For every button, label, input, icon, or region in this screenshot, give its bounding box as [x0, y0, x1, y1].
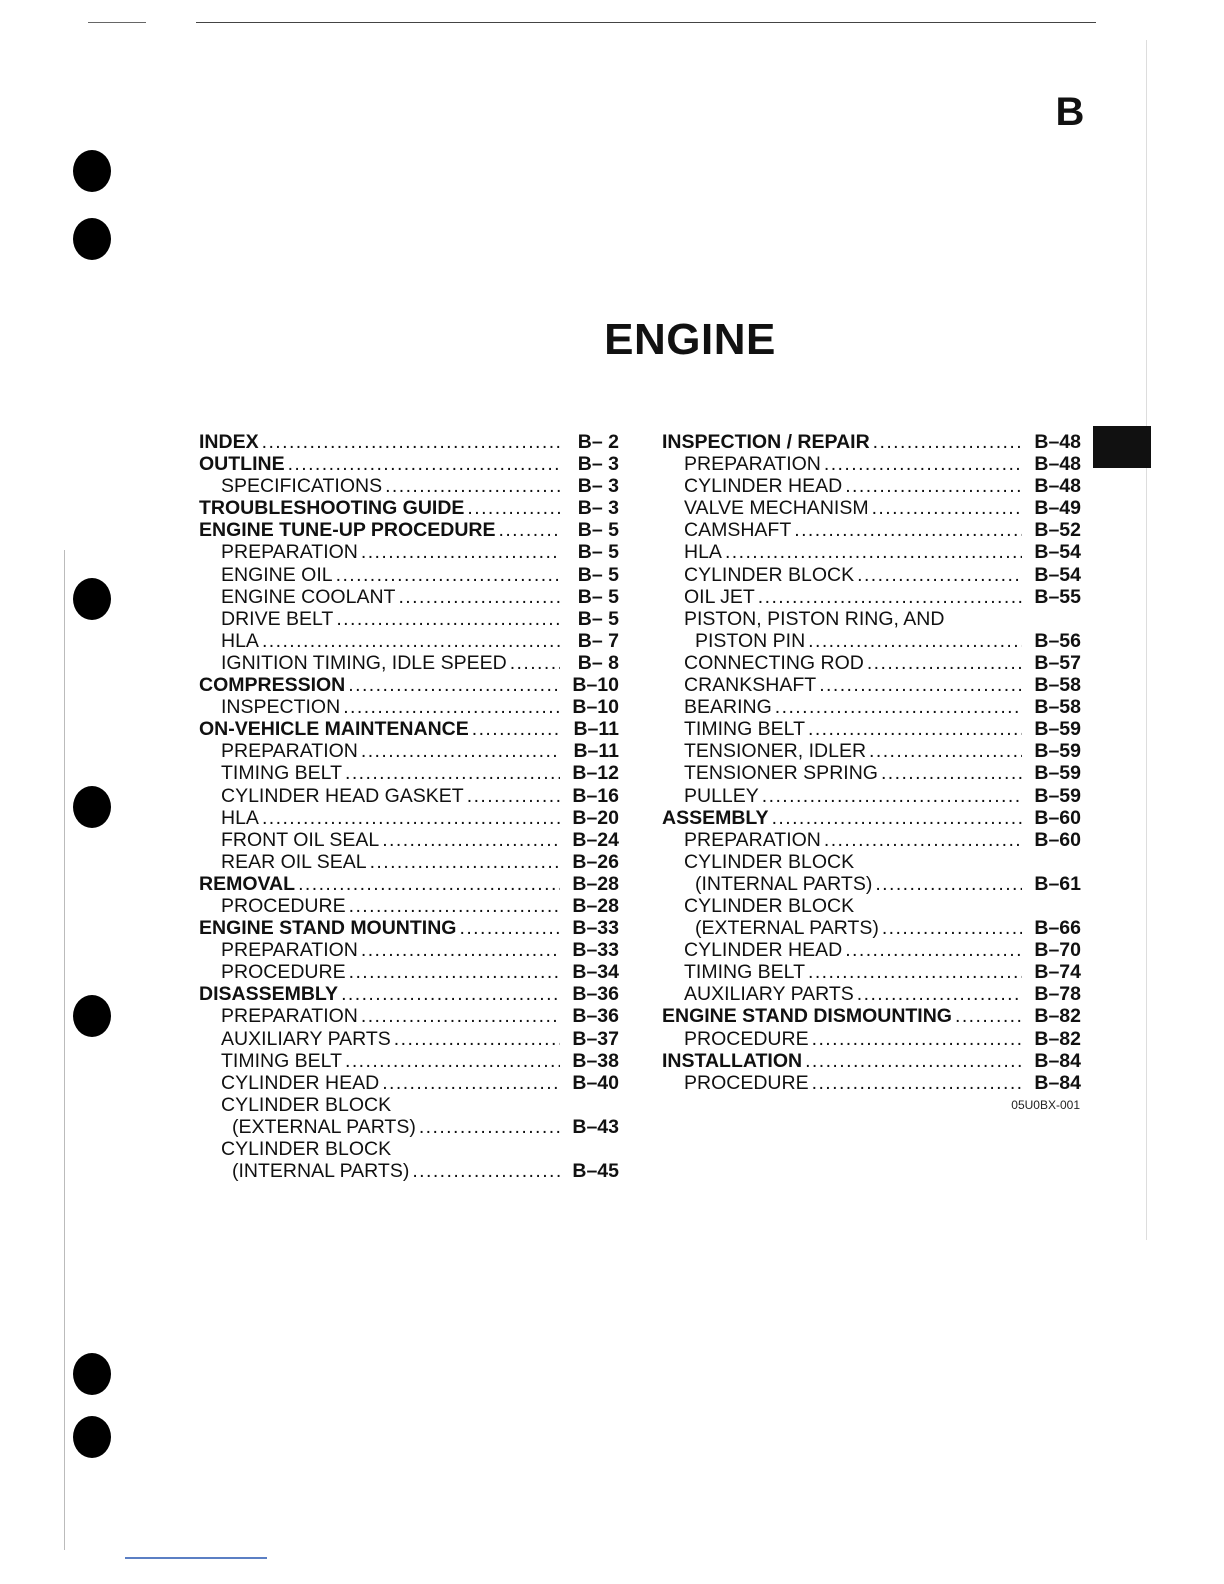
toc-entry[interactable] [662, 939, 1081, 961]
toc-leader-dots [857, 983, 1022, 1005]
toc-entry-label: PROCEDURE [684, 1027, 809, 1050]
toc-entry-label: OUTLINE [199, 453, 285, 476]
toc-entry-page: B–59 [1034, 784, 1081, 807]
toc-entry-label: PISTON PIN [695, 629, 806, 652]
toc-entry-label: COMPRESSION [199, 674, 346, 697]
toc-entry-page: B–78 [1034, 983, 1081, 1006]
toc-entry-label: PROCEDURE [684, 1071, 809, 1094]
toc-entry[interactable] [199, 608, 619, 630]
toc-entry[interactable] [199, 895, 619, 917]
toc-entry-page: B–38 [572, 1049, 619, 1072]
toc-entry-page: B–84 [1034, 1049, 1081, 1072]
toc-entry-page: B– 8 [577, 651, 619, 674]
toc-entry-page: B–54 [1034, 541, 1081, 564]
toc-entry-page: B–16 [572, 784, 619, 807]
figure-reference-code: 05U0BX-001 [1011, 1098, 1080, 1112]
toc-entry-label: TROUBLESHOOTING GUIDE [199, 497, 465, 520]
right-margin-line [1146, 40, 1147, 1240]
toc-entry[interactable] [662, 674, 1081, 696]
toc-leader-dots [824, 829, 1022, 851]
toc-entry[interactable] [199, 652, 619, 674]
toc-leader-dots [336, 608, 560, 630]
toc-leader-dots [808, 718, 1022, 740]
toc-leader-dots [385, 475, 560, 497]
toc-entry[interactable] [662, 983, 1081, 1005]
toc-entry[interactable] [662, 541, 1081, 563]
toc-leader-dots [361, 541, 560, 563]
toc-leader-dots [361, 740, 560, 762]
toc-entry-label: CYLINDER HEAD [684, 939, 843, 962]
toc-entry[interactable] [199, 1138, 619, 1160]
toc-entry-page: B–12 [572, 762, 619, 785]
toc-entry-label: AUXILIARY PARTS [221, 1027, 391, 1050]
toc-entry[interactable] [199, 983, 619, 1005]
toc-entry[interactable] [662, 740, 1081, 762]
section-tab-marker [1093, 426, 1151, 468]
toc-entry-label: ENGINE TUNE-UP PROCEDURE [199, 519, 496, 542]
toc-entry[interactable] [199, 785, 619, 807]
toc-entry[interactable] [662, 586, 1081, 608]
toc-entry[interactable] [662, 608, 1081, 630]
toc-entry-label: CYLINDER BLOCK [684, 563, 855, 586]
toc-entry-label: INSPECTION [221, 696, 341, 719]
toc-entry-label: CYLINDER HEAD [684, 475, 843, 498]
toc-entry[interactable] [662, 1028, 1081, 1050]
toc-leader-dots [819, 674, 1022, 696]
toc-entry-label: PREPARATION [684, 453, 821, 476]
toc-leader-dots [873, 431, 1022, 453]
toc-entry-page: B–74 [1034, 961, 1081, 984]
toc-entry-label: DISASSEMBLY [199, 983, 339, 1006]
toc-entry-label: (EXTERNAL PARTS) [232, 1115, 416, 1138]
toc-entry[interactable] [662, 718, 1081, 740]
toc-leader-dots [349, 961, 560, 983]
toc-entry-label: AUXILIARY PARTS [684, 983, 854, 1006]
toc-leader-dots [459, 917, 560, 939]
toc-entry-label: PREPARATION [221, 740, 358, 763]
toc-entry[interactable] [199, 1160, 619, 1182]
toc-entry-label: PREPARATION [221, 1005, 358, 1028]
toc-leader-dots [881, 762, 1022, 784]
toc-entry-page: B–34 [572, 961, 619, 984]
toc-entry-page: B–49 [1034, 497, 1081, 520]
toc-left-column [199, 431, 619, 1182]
toc-entry-label: OIL JET [684, 585, 755, 608]
toc-entry-label: PREPARATION [684, 828, 821, 851]
toc-entry[interactable] [662, 431, 1081, 453]
toc-leader-dots [875, 873, 1022, 895]
toc-entry[interactable] [662, 652, 1081, 674]
toc-leader-dots [348, 674, 560, 696]
toc-entry[interactable] [662, 807, 1081, 829]
toc-entry-page: B–58 [1034, 696, 1081, 719]
toc-entry-label: TIMING BELT [684, 718, 805, 741]
toc-leader-dots [794, 519, 1022, 541]
toc-entry-page: B–66 [1034, 917, 1081, 940]
toc-entry-page: B–43 [572, 1115, 619, 1138]
page-title: ENGINE [604, 315, 776, 364]
toc-entry-label: TIMING BELT [684, 961, 805, 984]
toc-leader-dots [845, 475, 1022, 497]
toc-entry-page: B–26 [572, 850, 619, 873]
toc-leader-dots [762, 785, 1022, 807]
top-rule-left [88, 22, 146, 23]
toc-entry-page: B–36 [572, 1005, 619, 1028]
toc-entry[interactable] [199, 497, 619, 519]
toc-entry-page: B– 5 [577, 519, 619, 542]
toc-entry-label: (INTERNAL PARTS) [232, 1160, 410, 1183]
toc-leader-dots [808, 630, 1022, 652]
toc-entry[interactable] [199, 718, 619, 740]
toc-leader-dots [808, 961, 1022, 983]
toc-entry-page: B–24 [572, 828, 619, 851]
toc-entry-page: B–60 [1034, 828, 1081, 851]
toc-leader-dots [336, 564, 560, 586]
toc-entry-label: (INTERNAL PARTS) [695, 872, 873, 895]
toc-leader-dots [398, 586, 560, 608]
toc-entry-page: B– 5 [577, 607, 619, 630]
toc-entry[interactable] [662, 829, 1081, 851]
toc-entry-page: B– 3 [577, 475, 619, 498]
toc-entry[interactable] [662, 873, 1081, 895]
toc-entry-page: B– 7 [577, 629, 619, 652]
toc-entry-page: B–48 [1034, 453, 1081, 476]
toc-entry-label: PREPARATION [221, 541, 358, 564]
toc-entry[interactable] [662, 475, 1081, 497]
toc-leader-dots [467, 497, 560, 519]
toc-entry-label: PROCEDURE [221, 961, 346, 984]
toc-leader-dots [349, 895, 560, 917]
toc-leader-dots [298, 873, 560, 895]
toc-entry-page: B–45 [572, 1160, 619, 1183]
toc-leader-dots [262, 807, 560, 829]
toc-entry-page: B–28 [572, 872, 619, 895]
toc-entry[interactable] [199, 807, 619, 829]
toc-entry-label: TIMING BELT [221, 1049, 342, 1072]
toc-entry-page: B–54 [1034, 563, 1081, 586]
toc-leader-dots [882, 917, 1022, 939]
toc-entry-page: B–82 [1034, 1027, 1081, 1050]
toc-entry-label: TENSIONER, IDLER [684, 740, 867, 763]
toc-entry-label: VALVE MECHANISM [684, 497, 869, 520]
toc-entry[interactable] [199, 1094, 619, 1116]
toc-entry[interactable] [199, 453, 619, 475]
toc-entry-label: (EXTERNAL PARTS) [695, 917, 879, 940]
toc-leader-dots [499, 519, 560, 541]
toc-entry-page: B–59 [1034, 740, 1081, 763]
toc-entry[interactable] [199, 1072, 619, 1094]
binder-hole [73, 150, 111, 192]
toc-leader-dots [824, 453, 1022, 475]
toc-entry-label: PREPARATION [221, 939, 358, 962]
toc-entry[interactable] [662, 1005, 1081, 1027]
toc-entry[interactable] [662, 696, 1081, 718]
toc-entry-page: B–48 [1034, 431, 1081, 453]
toc-entry-label: ENGINE OIL [221, 563, 333, 586]
toc-entry-page: B–84 [1034, 1071, 1081, 1094]
toc-leader-dots [872, 497, 1022, 519]
toc-entry-label: TIMING BELT [221, 762, 342, 785]
toc-leader-dots [472, 718, 560, 740]
toc-entry-label: HLA [221, 629, 259, 652]
toc-leader-dots [361, 939, 560, 961]
toc-entry[interactable] [199, 475, 619, 497]
toc-leader-dots [955, 1005, 1022, 1027]
toc-entry-label: DRIVE BELT [221, 607, 334, 630]
toc-entry[interactable] [199, 1005, 619, 1027]
toc-entry-page: B–59 [1034, 718, 1081, 741]
toc-leader-dots [341, 983, 560, 1005]
toc-leader-dots [867, 652, 1022, 674]
toc-entry-page: B–52 [1034, 519, 1081, 542]
toc-entry[interactable] [199, 519, 619, 541]
toc-entry[interactable] [199, 961, 619, 983]
toc-entry-label: IGNITION TIMING, IDLE SPEED [221, 651, 507, 674]
toc-entry-page: B– 3 [577, 453, 619, 476]
toc-entry[interactable] [199, 740, 619, 762]
toc-entry-page: B–59 [1034, 762, 1081, 785]
toc-leader-dots [772, 807, 1022, 829]
toc-entry-label: CYLINDER BLOCK [221, 1093, 392, 1116]
toc-right-column [662, 431, 1081, 1094]
toc-entry-label: CYLINDER BLOCK [221, 1138, 392, 1160]
toc-entry[interactable] [662, 785, 1081, 807]
toc-leader-dots [812, 1072, 1022, 1094]
toc-entry[interactable] [662, 851, 1081, 873]
toc-entry[interactable] [199, 696, 619, 718]
toc-entry[interactable] [199, 829, 619, 851]
toc-entry-page: B– 2 [577, 431, 619, 453]
toc-leader-dots [361, 1005, 560, 1027]
toc-entry-page: B–82 [1034, 1005, 1081, 1028]
toc-entry-label: ENGINE STAND MOUNTING [199, 917, 457, 940]
toc-entry-page: B–33 [572, 917, 619, 940]
toc-entry-label: CAMSHAFT [684, 519, 792, 542]
toc-entry-page: B–37 [572, 1027, 619, 1050]
toc-entry[interactable] [199, 674, 619, 696]
toc-leader-dots [467, 785, 560, 807]
toc-leader-dots [845, 939, 1022, 961]
toc-entry-page: B– 5 [577, 563, 619, 586]
toc-entry-label: ON-VEHICLE MAINTENANCE [199, 718, 469, 741]
binder-hole [73, 995, 111, 1037]
toc-leader-dots [412, 1160, 560, 1182]
binder-hole [73, 578, 111, 620]
toc-entry[interactable] [662, 1072, 1081, 1094]
toc-entry-label: REAR OIL SEAL [221, 850, 367, 873]
toc-leader-dots [419, 1116, 560, 1138]
toc-entry[interactable] [662, 961, 1081, 983]
toc-entry-page: B–70 [1034, 939, 1081, 962]
toc-entry-page: B–40 [572, 1071, 619, 1094]
toc-entry-label: INDEX [199, 431, 259, 453]
toc-entry[interactable] [662, 1050, 1081, 1072]
left-margin-line [64, 550, 65, 1550]
binder-hole [73, 1416, 111, 1458]
toc-entry[interactable] [199, 762, 619, 784]
binder-hole [73, 218, 111, 260]
toc-entry-label: ENGINE COOLANT [221, 585, 396, 608]
toc-entry-page: B–57 [1034, 651, 1081, 674]
toc-entry-page: B–20 [572, 806, 619, 829]
binder-hole [73, 1353, 111, 1395]
toc-leader-dots [857, 564, 1022, 586]
top-rule [196, 22, 1096, 23]
toc-entry-label: CONNECTING ROD [684, 651, 864, 674]
toc-entry[interactable] [662, 564, 1081, 586]
toc-entry-label: SPECIFICATIONS [221, 475, 383, 498]
toc-entry[interactable] [662, 630, 1081, 652]
toc-entry-page: B–33 [572, 939, 619, 962]
toc-entry[interactable] [199, 939, 619, 961]
toc-entry-label: BEARING [684, 696, 772, 719]
toc-entry-page: B– 5 [577, 585, 619, 608]
toc-entry-label: PULLEY [684, 784, 759, 807]
toc-leader-dots [345, 762, 560, 784]
toc-entry-label: PROCEDURE [221, 894, 346, 917]
toc-entry-page: B–36 [572, 983, 619, 1006]
toc-leader-dots [812, 1028, 1022, 1050]
toc-entry-page: B–55 [1034, 585, 1081, 608]
toc-entry-page: B–11 [573, 718, 619, 741]
toc-entry[interactable] [199, 564, 619, 586]
toc-entry-label: ASSEMBLY [662, 806, 769, 829]
toc-entry-label: HLA [221, 806, 259, 829]
toc-entry[interactable] [199, 1050, 619, 1072]
toc-entry-label: PISTON, PISTON RING, AND [684, 607, 945, 630]
toc-entry-page: B–11 [573, 740, 619, 763]
toc-entry-label: CRANKSHAFT [684, 674, 817, 697]
toc-leader-dots [262, 431, 560, 453]
toc-entry-page: B–60 [1034, 806, 1081, 829]
toc-entry-label: ENGINE STAND DISMOUNTING [662, 1005, 952, 1028]
toc-entry-label: FRONT OIL SEAL [221, 828, 380, 851]
toc-entry-label: CYLINDER BLOCK [684, 850, 855, 873]
toc-entry[interactable] [199, 1116, 619, 1138]
toc-leader-dots [370, 851, 560, 873]
toc-entry[interactable] [662, 895, 1081, 917]
toc-leader-dots [343, 696, 560, 718]
toc-leader-dots [394, 1028, 560, 1050]
toc-leader-dots [262, 630, 560, 652]
toc-entry-page: B–58 [1034, 674, 1081, 697]
toc-leader-dots [805, 1050, 1022, 1072]
toc-leader-dots [758, 586, 1022, 608]
toc-entry[interactable] [662, 519, 1081, 541]
toc-leader-dots [288, 453, 560, 475]
toc-entry-page: B– 3 [577, 497, 619, 520]
toc-entry[interactable] [199, 1028, 619, 1050]
toc-entry-label: CYLINDER BLOCK [684, 894, 855, 917]
toc-entry[interactable] [662, 762, 1081, 784]
toc-entry[interactable] [199, 851, 619, 873]
toc-leader-dots [382, 1072, 560, 1094]
toc-leader-dots [869, 740, 1022, 762]
toc-entry[interactable] [199, 586, 619, 608]
toc-entry-page: B– 5 [577, 541, 619, 564]
section-letter: B [1055, 90, 1085, 134]
bottom-rule [125, 1557, 267, 1559]
toc-leader-dots [382, 829, 560, 851]
toc-entry-page: B–48 [1034, 475, 1081, 498]
toc-leader-dots [775, 696, 1022, 718]
toc-entry-page: B–56 [1034, 629, 1081, 652]
toc-entry-label: REMOVAL [199, 872, 296, 895]
toc-entry-label: INSPECTION / REPAIR [662, 431, 870, 453]
toc-entry-page: B–61 [1034, 872, 1081, 895]
toc-entry[interactable] [199, 431, 619, 453]
toc-leader-dots [510, 652, 560, 674]
toc-entry[interactable] [199, 541, 619, 563]
toc-entry[interactable] [199, 873, 619, 895]
toc-entry-page: B–10 [572, 674, 619, 697]
toc-entry-label: CYLINDER HEAD GASKET [221, 784, 464, 807]
toc-leader-dots [345, 1050, 560, 1072]
toc-entry[interactable] [199, 630, 619, 652]
toc-entry-label: INSTALLATION [662, 1049, 803, 1072]
toc-entry[interactable] [199, 917, 619, 939]
toc-entry-label: CYLINDER HEAD [221, 1071, 380, 1094]
toc-entry-label: HLA [684, 541, 722, 564]
toc-entry-label: TENSIONER SPRING [684, 762, 878, 785]
toc-entry[interactable] [662, 453, 1081, 475]
toc-entry[interactable] [662, 917, 1081, 939]
toc-entry-page: B–28 [572, 894, 619, 917]
toc-leader-dots [725, 541, 1022, 563]
binder-hole [73, 786, 111, 828]
toc-entry[interactable] [662, 497, 1081, 519]
toc-entry-page: B–10 [572, 696, 619, 719]
